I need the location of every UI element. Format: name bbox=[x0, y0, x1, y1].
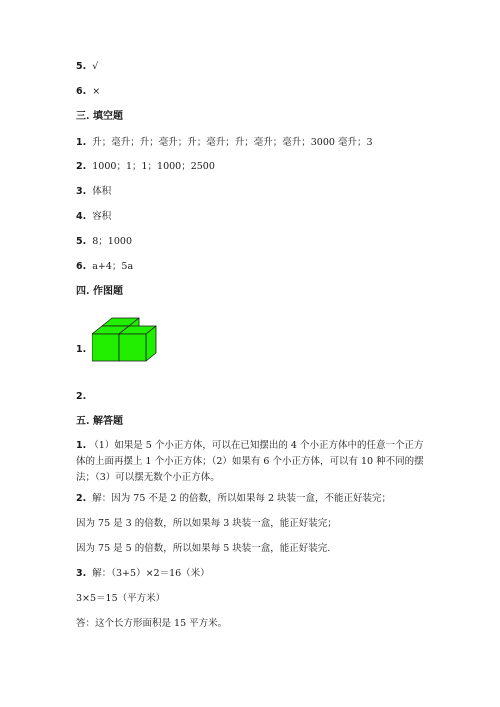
drawing-answer-1 bbox=[76, 343, 89, 356]
item-answer: 1000；1；1；1000；2500 bbox=[92, 161, 215, 172]
judgment-answer-5 bbox=[76, 60, 98, 73]
fill-blank-answer-4 bbox=[76, 210, 111, 223]
fill-blank-answer-5 bbox=[76, 235, 132, 248]
section-4-title: 四. 作图题 bbox=[76, 286, 123, 297]
cube-front-right-front-face bbox=[119, 334, 146, 361]
drawing-answer-2 bbox=[76, 390, 89, 403]
solution-answer-1 bbox=[76, 438, 428, 486]
item-answer: （1）如果是 5 个小正方体，可以在已知摆出的 4 个小正方体中的任意一个正方体的上面再摆上 1 个小正方体；（2）如果有 6 个小正方体，可以有 10 种不同的摆法；（3）可以摆无数个小正方体。 bbox=[76, 440, 424, 483]
section-3-title: 三. 填空题 bbox=[76, 111, 123, 122]
item-answer: 解：因为 75 不是 2 的倍数，所以如果每 2 块装一盒，不能正好装完； bbox=[92, 493, 392, 504]
item-answer: 体积 bbox=[92, 186, 112, 197]
item-number: 4. bbox=[76, 211, 87, 222]
cube-front-left-front-face bbox=[92, 334, 119, 361]
item-number: 1. bbox=[76, 137, 87, 148]
item-answer: 升；毫升；升；毫升；升；毫升；升；毫升；毫升；3000 毫升；3 bbox=[92, 137, 373, 148]
fill-blank-answer-6 bbox=[76, 260, 133, 273]
item-number: 1. bbox=[76, 344, 87, 355]
cube-drawing bbox=[92, 314, 158, 362]
item-answer: √ bbox=[92, 61, 99, 72]
fill-blank-answer-1 bbox=[76, 136, 373, 149]
item-answer: × bbox=[92, 86, 101, 97]
solution-answer-2-line-1 bbox=[76, 492, 391, 505]
item-number: 1. bbox=[76, 440, 87, 451]
fill-blank-answer-3 bbox=[76, 185, 111, 198]
item-number: 6. bbox=[76, 86, 87, 97]
fill-blank-answer-2 bbox=[76, 160, 215, 173]
solution-answer-2-line-2: 因为 75 是 3 的倍数，所以如果每 3 块装一盒，能正好装完； bbox=[76, 518, 337, 529]
solution-answer-3-line-3: 答：这个长方形面积是 15 平方米。 bbox=[76, 618, 228, 629]
item-number: 2. bbox=[76, 161, 87, 172]
item-number: 5. bbox=[76, 61, 87, 72]
item-number: 3. bbox=[76, 186, 87, 197]
solution-answer-2-line-3: 因为 75 是 5 的倍数，所以如果每 5 块装一盒，能正好装完. bbox=[76, 543, 331, 554]
item-number: 5. bbox=[76, 236, 87, 247]
judgment-answer-6 bbox=[76, 85, 100, 98]
solution-answer-3-line-1 bbox=[76, 567, 210, 580]
item-answer: a+4；5a bbox=[92, 261, 134, 272]
item-answer: 8；1000 bbox=[92, 236, 132, 247]
item-number: 2. bbox=[76, 493, 87, 504]
solution-answer-3-line-2: 3×5＝15（平方米） bbox=[76, 593, 166, 604]
item-number: 3. bbox=[76, 568, 87, 579]
item-number: 2. bbox=[76, 391, 87, 402]
item-number: 6. bbox=[76, 261, 87, 272]
item-answer: 容积 bbox=[92, 211, 112, 222]
section-5-title: 五. 解答题 bbox=[76, 416, 123, 427]
item-answer: 解：（3+5）×2＝16（米） bbox=[92, 568, 210, 579]
